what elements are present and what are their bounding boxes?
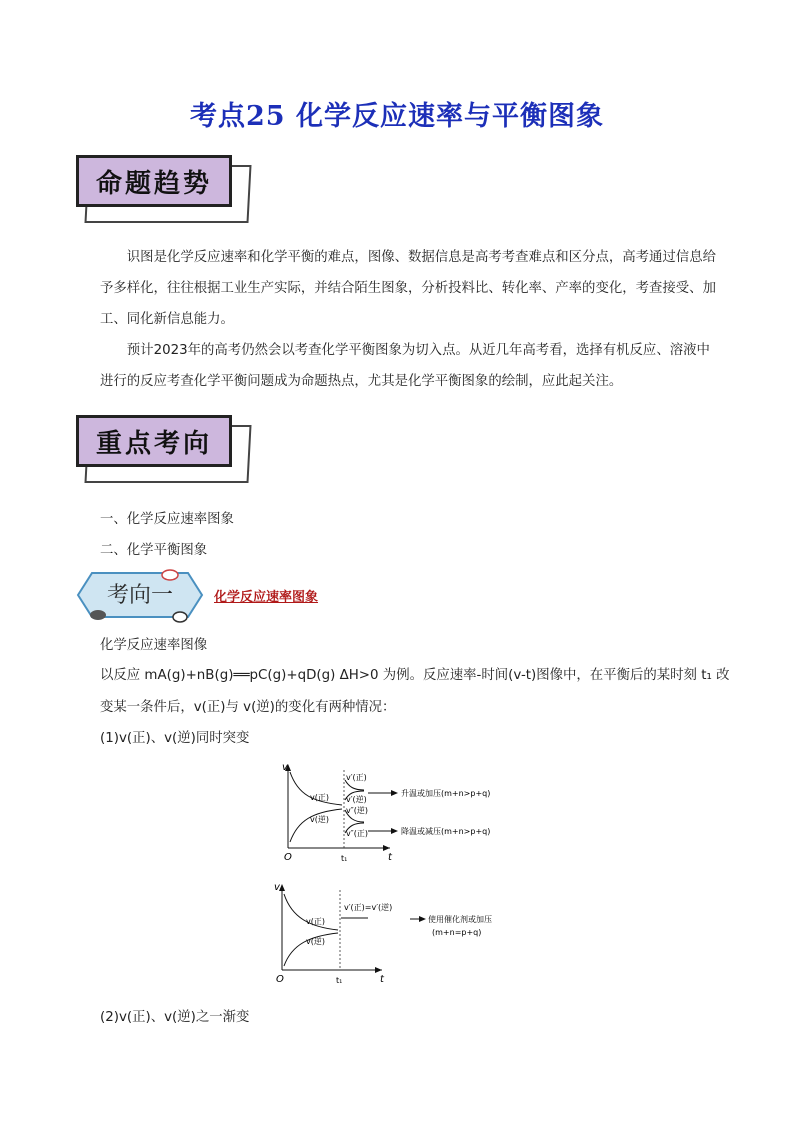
fig1-vprime-forward: v′(正) [346, 773, 367, 782]
banner-trend-label: 命题趋势 [95, 168, 212, 199]
fig1-vdouble-forward: v″(正) [346, 829, 368, 838]
section-title: 化学反应速率图象 [214, 590, 319, 605]
case-2-heading: (2)v(正)、v(逆)之一渐变 [100, 1010, 250, 1025]
trend-paragraph-2: 预计2023年的高考仍然会以考查化学平衡图象为切入点。从近几年高考看，选择有机反应、溶液中进行的反应考查化学平衡问题成为命题热点，尤其是化学平衡图象的绘制，应此起关注。 [100, 343, 710, 389]
fig2-v-forward: v(正) [306, 917, 325, 926]
fig1-origin: O [284, 852, 292, 863]
fig2-t1: t₁ [336, 976, 343, 985]
fig1-v-forward: v(正) [310, 793, 329, 802]
case-1-heading: (1)v(正)、v(逆)同时突变 [100, 731, 250, 746]
list-item-equilibrium-chart: 二、化学平衡图象 [100, 543, 208, 558]
fig2-v-reverse: v(逆) [306, 937, 325, 946]
figure-sudden-change [278, 760, 518, 864]
fig1-t1: t₁ [341, 854, 348, 863]
fig2-note-condition: (m+n=p+q) [432, 928, 482, 937]
fig1-v-axis-label: v [282, 762, 288, 773]
badge-text: 考向一 [106, 583, 174, 608]
list-item-rate-chart: 一、化学反应速率图象 [100, 512, 234, 527]
banner-focus [76, 415, 252, 483]
intro-line-2: 变某一条件后，v(正)与 v(逆)的变化有两种情况： [100, 700, 396, 715]
fig1-v-reverse: v(逆) [310, 815, 329, 824]
fig2-note-catalyst: 使用催化剂或加压 [428, 915, 492, 924]
banner-trend [76, 155, 252, 223]
fig2-origin: O [276, 974, 284, 985]
fig1-vprime-reverse: v′(逆) [346, 795, 367, 804]
fig2-equal-rates: v′(正)=v′(逆) [344, 903, 393, 912]
trend-paragraph-1: 识图是化学反应速率和化学平衡的难点，图像、数据信息是高考考查难点和区分点，高考通过信息给予多样化，往往根据工业生产实际，并结合陌生图象，分析投料比、转化率、产率的变化，考查接受、加工、同化新信息能力。 [100, 250, 716, 327]
page-title: 考点25 化学反应速率与平衡图象 [190, 101, 604, 132]
banner-focus-label: 重点考向 [95, 428, 212, 459]
intro-line-1: 以反应 mA(g)+nB(g)══pC(g)+qD(g) ΔH>0 为例。反应速率-时间(v-t)图像中，在平衡后的某时刻 t₁ 改 [100, 668, 730, 683]
sub-heading: 化学反应速率图像 [100, 638, 208, 653]
badge-shape [70, 565, 210, 625]
fig1-note-increase: 升温或加压(m+n>p+q) [401, 789, 491, 798]
fig1-vdouble-reverse: v″(逆) [346, 806, 368, 815]
badge-direction-one [70, 565, 210, 625]
fig1-note-decrease: 降温或减压(m+n>p+q) [401, 827, 491, 836]
fig2-t-axis-label: t [380, 974, 384, 985]
figure-catalyst [270, 880, 530, 990]
fig1-t-axis-label: t [388, 852, 392, 863]
fig2-v-axis-label: v [274, 882, 280, 893]
